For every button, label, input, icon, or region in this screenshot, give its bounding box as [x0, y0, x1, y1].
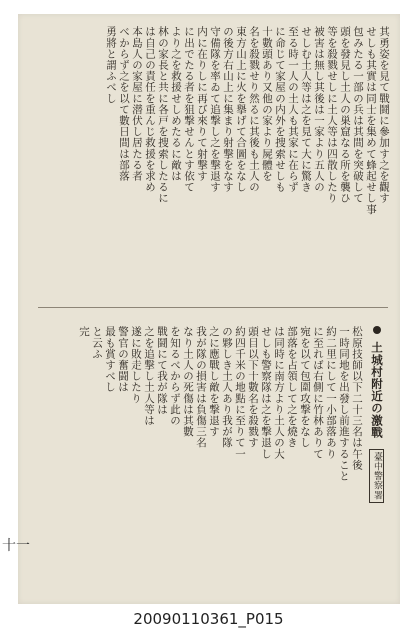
text-column: 宛を以て包圍攻撃をなし [299, 326, 311, 449]
text-column: の夥しき土人あり我が隊 [221, 326, 233, 449]
text-column: 遂に敗走したり [130, 326, 142, 404]
text-column: を知るべからず此の [169, 326, 181, 426]
bullet-icon [373, 326, 381, 334]
text-column: 之を追撃し土人等は [143, 326, 155, 426]
text-column: に出でたる者を狙撃せんとす依て [183, 26, 195, 193]
text-column: なり土人の死傷は其數 [182, 326, 194, 437]
text-column: 之に應戰し敵を撃退す [208, 326, 220, 437]
text-column: 包みたる一部の兵は其間を突破して [352, 26, 364, 204]
text-column: より之を救援せしめたるに敵は [170, 26, 182, 182]
text-column: 勇將と謂ふべし [105, 26, 117, 104]
text-column: 東方山上に火を擧げて合圖をなし [235, 26, 247, 193]
text-column: 戰鬪にて我が隊は [156, 326, 168, 415]
text-column: 警官の奮闘は [117, 326, 129, 393]
text-column: せしも警察隊は之を撃退し [260, 326, 272, 460]
text-column: 林の家長と共に各戸を捜索したるに [157, 26, 169, 204]
newspaper-page [18, 14, 400, 604]
text-column: 至る時一人の土人も其家に在らず [287, 26, 299, 193]
text-column: べからず之を以て數日間は部落 [118, 26, 130, 182]
text-column: 部落を占領して之を燒き [286, 326, 298, 449]
article-heading [369, 326, 384, 584]
text-column: 内に在りしに再び來りて射撃す [196, 26, 208, 182]
heading-tag: 臺中警察署 [369, 449, 384, 503]
text-column: に至れば右側に竹林ありて [312, 326, 324, 460]
text-column: 完 [78, 326, 90, 338]
text-column: の後方右山上に集まり射撃をなす [222, 26, 234, 193]
text-column: 其勇姿を見て戰鬪に參加す之を觀す [378, 26, 390, 204]
text-column: せしむ土人等は之を見て大に驚き [300, 26, 312, 193]
section-divider [38, 307, 388, 308]
text-column: と云ふ [91, 326, 103, 360]
image-caption: 20090110361_P015 [133, 610, 284, 628]
text-column: 約四千米の地點に至りて一 [234, 326, 246, 460]
text-column: 最も賞すべし [104, 326, 116, 393]
text-column: 我が隊の損害は負傷三名 [195, 326, 207, 449]
text-column: せしも其實は同士を集めて蜂起せし事 [365, 26, 377, 215]
page-marker: 十一 [2, 538, 30, 554]
text-column: に命じて家屋の内外を捜索せしも [274, 26, 286, 193]
text-column: は同時に南方より土人の大 [273, 326, 285, 460]
upper-text-block [38, 26, 390, 296]
text-column: 守備隊を率ゐて追撃し之を撃退す [209, 26, 221, 193]
heading-text: 土城村附近の激戰 [370, 341, 384, 439]
text-column: 等を殺戮せしに土人等は四散したり [326, 26, 338, 204]
text-column: 頭目以下十數名を殺戮す [247, 326, 259, 449]
text-column: 頭を發見し土人の巣窟なる所を襲ひ [339, 26, 351, 204]
text-column: は自己の責任を重んじ救援を求め [144, 26, 156, 193]
text-column: 十數頭あり又他の家より屍體を [261, 26, 273, 182]
text-column: 被害は無し其後は一家より五人の [313, 26, 325, 193]
text-column: 名を殺戮せり然るに其後も土人の [248, 26, 260, 193]
text-column: 松原技師以下二十三名は午後 [351, 326, 363, 471]
text-column: 本島人の家屋に潜伏し居たる者 [131, 26, 143, 182]
lower-text-block [38, 326, 390, 584]
text-column: 一時同地を出發し前進すること [338, 326, 350, 482]
lower-columns [77, 326, 363, 584]
text-column: 約二里にして一小部落あり [325, 326, 337, 460]
